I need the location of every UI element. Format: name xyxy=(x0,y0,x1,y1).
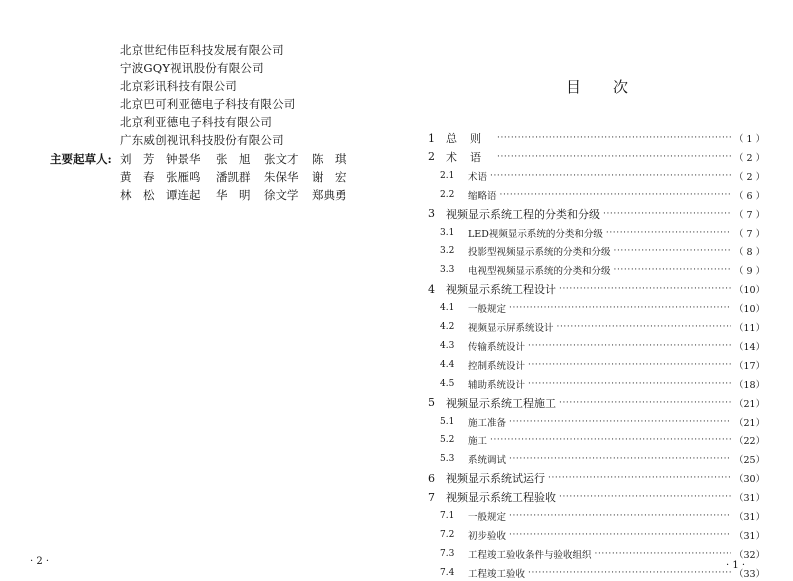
toc-leader-dots xyxy=(559,491,731,503)
toc-section-entry[interactable] xyxy=(440,300,764,316)
toc-section-entry[interactable] xyxy=(440,565,764,581)
drafter-name: 谭连起 xyxy=(166,188,201,202)
toc-entry-page: （11） xyxy=(734,323,766,334)
toc-leader-dots xyxy=(606,227,731,239)
toc-chapter-entry[interactable] xyxy=(428,206,764,222)
toc-leader-dots xyxy=(528,359,731,371)
toc-entry-number: 4.3 xyxy=(440,340,455,351)
toc-entry-number: 7 xyxy=(428,490,435,504)
toc-section-entry[interactable] xyxy=(440,168,764,184)
toc-leader-dots xyxy=(500,189,731,201)
toc-entry-title: 辅助系统设计 xyxy=(468,379,526,391)
toc-entry-number: 7.2 xyxy=(440,529,455,540)
toc-leader-dots xyxy=(490,434,731,446)
toc-entry-number: 7.3 xyxy=(440,548,455,559)
toc-entry-title: 术语 xyxy=(468,171,488,183)
drafter-name: 黄 春 xyxy=(120,170,155,184)
toc-leader-dots xyxy=(559,397,731,409)
toc-leader-dots xyxy=(528,340,731,352)
toc-entry-title: 工程竣工验收 xyxy=(468,568,526,580)
toc-entry-number: 2.1 xyxy=(440,170,455,181)
toc-entry-title: 视频显示系统工程的分类和分级 xyxy=(446,207,600,221)
toc-entry-page: （21） xyxy=(734,417,766,429)
toc-entry-title: 视频显示系统试运行 xyxy=(446,472,545,486)
organization-line: 北京利亚德电子科技有限公司 xyxy=(120,115,273,129)
drafters-label: 主要起草人: xyxy=(50,152,112,166)
page-number-left: · 2 · xyxy=(30,556,50,567)
toc-section-entry[interactable] xyxy=(440,432,764,448)
toc-leader-dots xyxy=(614,245,731,257)
toc-entry-page: （ 2 ） xyxy=(734,152,766,164)
toc-leader-dots xyxy=(614,264,731,276)
toc-section-entry[interactable] xyxy=(440,338,764,354)
toc-entry-title: 视频显示系统工程设计 xyxy=(446,283,556,297)
toc-entry-number: 3.3 xyxy=(440,265,455,276)
drafter-name: 郑典勇 xyxy=(312,188,347,202)
toc-chapter-entry[interactable] xyxy=(428,470,764,486)
toc-entry-number: 5.3 xyxy=(440,454,455,465)
toc-entry-page: （32） xyxy=(734,549,766,561)
toc-leader-dots xyxy=(497,132,731,144)
toc-entry-page: （ 7 ） xyxy=(734,228,766,240)
organization-line: 北京巴可利亚德电子科技有限公司 xyxy=(120,97,296,111)
toc-entry-page: （ 9 ） xyxy=(734,266,766,278)
drafter-name: 钟景华 xyxy=(166,152,201,166)
toc-entry-title: 视频显示系统工程施工 xyxy=(446,396,556,410)
toc-entry-number: 4 xyxy=(428,282,435,296)
organization-line: 宁波GQY视讯股份有限公司 xyxy=(120,61,264,75)
toc-section-entry[interactable] xyxy=(440,451,764,467)
toc-entry-page: （17） xyxy=(734,360,766,372)
toc-entry-title: 系统调试 xyxy=(468,455,507,467)
drafter-name: 华 明 xyxy=(216,188,251,202)
toc-title: 目次 xyxy=(566,78,661,96)
toc-leader-dots xyxy=(528,378,731,390)
toc-chapter-entry[interactable] xyxy=(428,395,764,411)
toc-entry-number: 7.4 xyxy=(440,567,455,578)
toc-entry-page: （ 8 ） xyxy=(734,247,766,259)
toc-leader-dots xyxy=(509,302,731,314)
toc-entry-number: 5 xyxy=(428,396,435,410)
toc-leader-dots xyxy=(559,283,731,295)
toc-entry-page: （ 6 ） xyxy=(734,190,766,202)
drafter-name: 陈 琪 xyxy=(312,152,347,166)
toc-section-entry[interactable] xyxy=(440,527,764,543)
toc-leader-dots xyxy=(490,170,731,182)
toc-entry-title: 投影型视频显示系统的分类和分级 xyxy=(468,247,611,259)
toc-entry-number: 4.5 xyxy=(440,378,455,389)
toc-entry-page: （31） xyxy=(734,512,766,523)
toc-entry-number: 4.4 xyxy=(440,359,455,370)
toc-entry-number: 2 xyxy=(428,150,435,164)
toc-entry-page: （10） xyxy=(734,304,766,316)
toc-entry-title: 施工准备 xyxy=(468,417,507,429)
drafter-name: 张 旭 xyxy=(216,152,251,166)
drafter-name: 林 松 xyxy=(120,188,155,202)
toc-entry-title: 视频显示屏系统设计 xyxy=(468,323,554,334)
drafter-name: 刘 芳 xyxy=(120,152,155,166)
toc-entry-page: （18） xyxy=(734,379,766,391)
toc-entry-title: 一般规定 xyxy=(468,512,507,523)
toc-entry-number: 3.2 xyxy=(440,246,455,257)
toc-chapter-entry[interactable] xyxy=(428,149,764,165)
toc-entry-page: （ 2 ） xyxy=(734,171,766,183)
drafter-name: 张雁鸣 xyxy=(166,170,201,184)
toc-section-entry[interactable] xyxy=(440,546,764,562)
toc-section-entry[interactable] xyxy=(440,414,764,430)
drafter-name: 张文才 xyxy=(264,152,299,166)
toc-entry-number: 1 xyxy=(428,131,435,145)
toc-entry-title: 初步验收 xyxy=(468,530,507,542)
toc-entry-page: （30） xyxy=(734,474,766,486)
toc-leader-dots xyxy=(557,321,731,333)
toc-section-entry[interactable] xyxy=(440,243,764,259)
toc-entry-number: 4.1 xyxy=(440,303,455,314)
toc-section-entry[interactable] xyxy=(440,262,764,278)
toc-entry-number: 3 xyxy=(428,207,435,221)
toc-entry-number: 5.2 xyxy=(440,435,455,446)
toc-entry-number: 6 xyxy=(428,471,435,485)
toc-section-entry[interactable] xyxy=(440,187,764,203)
drafter-name: 朱保华 xyxy=(264,170,299,184)
toc-section-entry[interactable] xyxy=(440,508,764,524)
toc-leader-dots xyxy=(548,472,731,484)
toc-leader-dots xyxy=(509,453,731,465)
toc-entry-page: （22） xyxy=(734,436,766,448)
toc-entry-page: （33） xyxy=(734,568,766,580)
toc-entry-page: （ 7 ） xyxy=(734,209,766,221)
organization-line: 广东威创视讯科技股份有限公司 xyxy=(120,133,284,147)
toc-leader-dots xyxy=(603,208,731,220)
toc-entry-title: 施工 xyxy=(468,436,488,448)
toc-entry-page: （31） xyxy=(734,493,766,505)
toc-leader-dots xyxy=(595,548,731,560)
toc-leader-dots xyxy=(509,416,731,428)
toc-leader-dots xyxy=(509,529,731,541)
toc-entry-number: 4.2 xyxy=(440,322,455,332)
organization-line: 北京世纪伟臣科技发展有限公司 xyxy=(120,43,284,57)
toc-entry-title: 总则 xyxy=(446,132,494,145)
toc-entry-title: 术语 xyxy=(446,150,494,164)
toc-entry-page: （21） xyxy=(734,398,766,410)
toc-chapter-entry[interactable] xyxy=(428,489,764,505)
toc-entry-title: 视频显示系统工程验收 xyxy=(446,491,556,505)
toc-leader-dots xyxy=(509,510,731,522)
toc-section-entry[interactable] xyxy=(440,376,764,392)
drafter-name: 潘凯群 xyxy=(216,170,251,184)
toc-chapter-entry[interactable] xyxy=(428,281,764,297)
toc-entry-title: LED视频显示系统的分类和分级 xyxy=(468,228,603,240)
toc-entry-page: （ 1 ） xyxy=(734,134,766,145)
toc-leader-dots xyxy=(528,567,731,579)
toc-section-entry[interactable] xyxy=(440,357,764,373)
drafter-name: 徐文学 xyxy=(264,188,299,202)
drafter-name: 谢 宏 xyxy=(312,170,347,184)
page-number-right: · 1 · xyxy=(726,560,746,571)
toc-leader-dots xyxy=(497,151,731,163)
toc-entry-page: （14） xyxy=(734,341,766,353)
toc-entry-title: 控制系统设计 xyxy=(468,360,526,372)
toc-entry-number: 7.1 xyxy=(440,511,455,521)
toc-entry-number: 3.1 xyxy=(440,227,455,238)
toc-entry-title: 缩略语 xyxy=(468,190,497,202)
toc-chapter-entry[interactable] xyxy=(428,130,764,146)
toc-entry-number: 5.1 xyxy=(440,416,455,427)
toc-entry-title: 工程竣工验收条件与验收组织 xyxy=(468,549,592,561)
organization-line: 北京彩讯科技有限公司 xyxy=(120,79,237,93)
toc-section-entry[interactable] xyxy=(440,319,764,335)
toc-entry-title: 一般规定 xyxy=(468,304,507,316)
toc-entry-number: 2.2 xyxy=(440,189,455,200)
toc-section-entry[interactable] xyxy=(440,225,764,241)
toc-entry-page: （10） xyxy=(734,285,766,297)
toc-entry-title: 电视型视频显示系统的分类和分级 xyxy=(468,266,611,278)
toc-entry-title: 传输系统设计 xyxy=(468,341,526,353)
toc-entry-page: （31） xyxy=(734,530,766,542)
toc-entry-page: （25） xyxy=(734,455,766,467)
